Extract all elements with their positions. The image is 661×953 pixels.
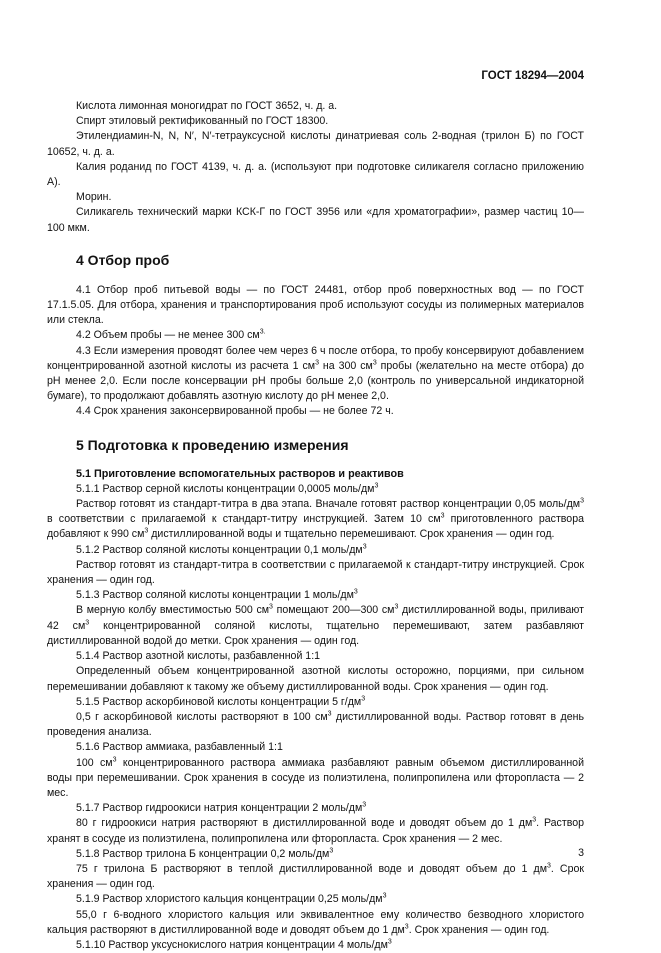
- text: 5.1.7 Раствор гидроокиси натрия концентрации 2 моль/дм: [76, 802, 363, 815]
- text: приготовленного раствора добавляют к 990 см: [47, 513, 584, 541]
- text: 5.1.10 Раствор уксуснокислого натрия концентрации 4 моль/дм: [76, 938, 388, 951]
- text: . Срок хранения — один год.: [47, 862, 584, 891]
- item-5-1-6-title: 5.1.6 Раствор аммиака, разбавленный 1:1: [76, 741, 283, 754]
- text: 100 см: [76, 756, 113, 769]
- item-5-1-3-title: [47, 588, 584, 603]
- text: помещают 200—300 см: [272, 604, 395, 617]
- item-5-1-7-title: [47, 801, 584, 816]
- reagent-item: Кислота лимонная моногидрат по ГОСТ 3652, ч. д. а.: [76, 100, 338, 112]
- text: 5.1.2 Раствор соляной кислоты концентрации 0,1 моль/дм: [76, 543, 363, 556]
- item-5-1-9-title: [47, 892, 584, 907]
- text: 4.3 Если измерения проводят более чем через 6 ч после отбора, то пробу консервируют добавлением концентрированной азотной кислоты из расчета 1 см: [47, 344, 584, 372]
- page-number: 3: [578, 847, 584, 859]
- item-5-1-3-text: [47, 603, 584, 649]
- paragraph-4-1: 4.1 Отбор проб питьевой воды — по ГОСТ 24481, отбор проб поверхностных вод — по ГОСТ 17.1.5.05. Для отбора, хранения и транспортирования проб используют сосуды из полимерных материалов или стекла.: [47, 283, 584, 327]
- text: 5.1.8 Раствор трилона Б концентрации 0,2 моль/дм: [76, 847, 330, 860]
- item-5-1-5-title: [47, 695, 584, 710]
- text: дистиллированной воды. Раствор готовят в день проведения анализа.: [47, 710, 584, 739]
- item-5-1-5-text: [47, 710, 584, 740]
- text: дистиллированной воды и тщательно перемешивают. Срок хранения — один год.: [148, 528, 555, 541]
- superscript: 3: [269, 603, 273, 611]
- text: концентрированного раствора аммиака разбавляют равным объемом дистиллированной воды при перемешивании. Срок хранения в сосуде из полиэтилена, полипропилена или фторопласта — 2 мес.: [47, 756, 584, 799]
- item-5-1-8-title: [47, 847, 584, 862]
- superscript: 3: [329, 847, 334, 855]
- section-5-heading: 5 Подготовка к проведению измерения: [76, 436, 349, 453]
- superscript: 3.: [259, 328, 266, 336]
- superscript: 3: [112, 755, 117, 763]
- reagent-item: Силикагель технический марки КСК-Г по ГОСТ 3956 или «для хроматографии», размер частиц 10—100 мкм.: [47, 206, 584, 234]
- item-5-1-1-title: [47, 482, 584, 497]
- paragraph-4-4: 4.4 Срок хранения законсервированной пробы — не более 72 ч.: [76, 405, 394, 418]
- text: 80 г гидроокиси натрия растворяют в дистиллированной воде и доводят объем до 1 дм: [76, 817, 533, 830]
- text: концентрированной соляной кислоты, тщательно перемешивают, затем разбавляют дистиллированной водой до метки. Срок хранения — один год.: [47, 619, 585, 647]
- item-5-1-4-text: Определенный объем концентрированной азотной кислоты осторожно, порциями, при сильном перемешивании добавляют к такому же объему дистиллированной воды. Срок хранения — один год.: [47, 665, 584, 693]
- page-content: [47, 99, 584, 953]
- item-5-1-2-title: [47, 543, 584, 558]
- superscript: 3: [404, 923, 409, 931]
- text: пробы (желательно на месте отбора) до pH менее 2,0. Если после консервации pH пробы больше 2,0 (контроль по универсальной индикаторной бумаге), то продолжают добавлять азотную кислоту до pH менее 2,0.: [47, 359, 584, 403]
- superscript: 3: [394, 603, 399, 611]
- text: дистиллированной воды, приливают 42 см: [47, 604, 584, 632]
- text: 5.1.3 Раствор соляной кислоты концентрации 1 моль/дм: [76, 589, 354, 602]
- item-5-1-2-text: Раствор готовят из стандарт-титра в соответствии с прилагаемой к стандарт-титру инструкцией. Срок хранения — один год.: [47, 558, 584, 587]
- reagent-item: Спирт этиловый ректификованный по ГОСТ 18300.: [76, 115, 329, 128]
- item-5-1-8-text: [47, 862, 584, 892]
- item-5-1-7-text: [47, 816, 584, 846]
- paragraph-4-2: [47, 328, 584, 343]
- item-5-1-6-text: [47, 756, 584, 802]
- paragraph-4-3: [47, 344, 584, 405]
- superscript: 3: [532, 816, 537, 824]
- text: В мерную колбу вместимостью 500 см: [76, 604, 270, 617]
- item-5-1-9-text: [47, 908, 584, 938]
- superscript: 3: [580, 497, 584, 505]
- reagent-item: Этилендиамин-N, N, N′, N′-тетрауксусной кислоты динатриевая соль 2-водная (трилон Б) по ГОСТ 10652, ч. д. а.: [47, 130, 584, 158]
- text: 5.1.5 Раствор аскорбиновой кислоты концентрации 5 г/дм: [76, 695, 362, 708]
- text: 4.2 Объем пробы — не менее 300 см: [76, 329, 260, 342]
- reagent-item: Калия роданид по ГОСТ 4139, ч. д. а. (используют при подготовке силикагеля согласно приложению А).: [47, 160, 584, 189]
- subsection-5-1-heading: 5.1 Приготовление вспомогательных растворов и реактивов: [76, 467, 404, 480]
- item-5-1-4-title: 5.1.4 Раствор азотной кислоты, разбавленной 1:1: [76, 650, 321, 663]
- superscript: 3: [85, 619, 90, 627]
- superscript: 3: [362, 543, 367, 551]
- text: . Срок хранения — один год.: [408, 923, 550, 936]
- superscript: 3: [382, 892, 387, 900]
- superscript: 3: [327, 710, 332, 718]
- text: 0,5 г аскорбиновой кислоты растворяют в 100 см: [76, 710, 328, 723]
- superscript: 3: [353, 588, 358, 596]
- document-code-header: ГОСТ 18294—2004: [481, 70, 584, 82]
- superscript: 3: [372, 359, 377, 367]
- text: Раствор готовят из стандарт-титра в два этапа. Вначале готовят раствор концентрации 0,05 моль/дм: [76, 498, 581, 511]
- item-5-1-1-text: [47, 497, 584, 543]
- text: 75 г трилона Б растворяют в теплой дистиллированной воде и доводят объем до 1 дм: [76, 862, 547, 875]
- superscript: 3: [374, 482, 379, 490]
- text: на 300 см: [318, 359, 373, 372]
- superscript: 3: [387, 938, 392, 946]
- superscript: 3: [144, 527, 149, 535]
- text: в соответствии с прилагаемой к стандарт-титру инструкцией. Затем 10 см: [47, 513, 441, 526]
- text: 5.1.1 Раствор серной кислоты концентрации 0,0005 моль/дм: [76, 482, 375, 495]
- superscript: 3: [315, 359, 319, 367]
- superscript: 3: [546, 862, 551, 870]
- superscript: 3: [440, 512, 445, 520]
- item-5-1-10-title: [47, 938, 584, 953]
- reagent-item: Морин.: [76, 191, 112, 204]
- text: 55,0 г 6-водного хлористого кальция или эквивалентное ему количество безводного хлористого кальция растворяют в дистиллированной воде и доводят объем до 1 дм: [47, 908, 584, 936]
- text: . Раствор хранят в сосуде из полиэтилена, полипропилена или фторопласта. Срок хранения — 2 мес.: [47, 817, 585, 845]
- section-4-heading: 4 Отбор проб: [76, 251, 170, 268]
- text: 5.1.9 Раствор хлористого кальция концентрации 0,25 моль/дм: [76, 893, 383, 906]
- superscript: 3: [361, 695, 366, 703]
- superscript: 3: [362, 801, 367, 809]
